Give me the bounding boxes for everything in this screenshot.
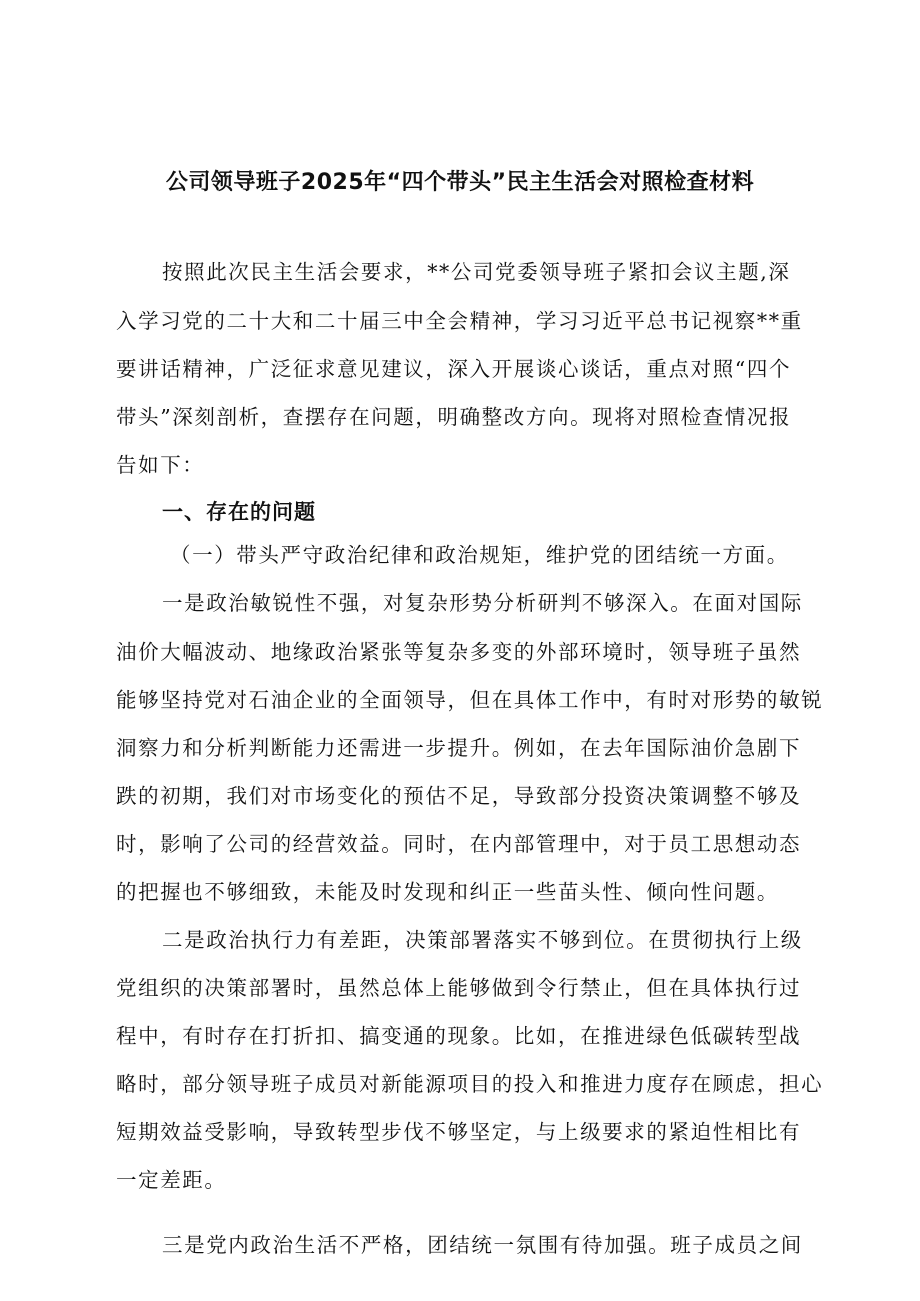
para1-line-7: 的把握也不够细致，未能及时发现和纠正一些苗头性、倾向性问题。 [116,880,779,904]
section-heading: 一、存在的问题 [162,500,316,524]
intro-line-2: 入学习党的二十大和二十届三中全会精神，学习习近平总书记视察**重 [116,309,803,333]
document-title: 公司领导班子2025年“四个带头”民主生活会对照检查材料 [165,170,755,195]
para2-line-6: 一定差距。 [116,1168,227,1192]
intro-line-3: 要讲话精神，广泛征求意见建议，深入开展谈心谈话，重点对照“四个 [116,357,792,381]
intro-line-5: 告如下： [116,453,205,477]
para2-line-5: 短期效益受影响，导致转型步伐不够坚定，与上级要求的紧迫性相比有 [116,1120,802,1144]
para2-line-1: 二是政治执行力有差距，决策部署落实不够到位。在贯彻执行上级 [162,928,803,952]
para1-line-2: 油价大幅波动、地缘政治紧张等复杂多变的外部环境时，领导班子虽然 [116,640,802,664]
para1-line-1: 一是政治敏锐性不强，对复杂形势分析研判不够深入。在面对国际 [162,591,803,615]
intro-line-4: 带头”深刻剖析，查摆存在问题，明确整改方向。现将对照检查情况报 [116,405,792,429]
para1-line-6: 时，影响了公司的经营效益。同时，在内部管理中，对于员工思想动态 [116,832,802,856]
para1-line-5: 跌的初期，我们对市场变化的预估不足，导致部分投资决策调整不够及 [116,784,802,808]
para1-line-3: 能够坚持党对石油企业的全面领导，但在具体工作中，有时对形势的敏锐 [116,688,824,712]
subsection-heading: （一）带头严守政治纪律和政治规矩，维护党的团结统一方面。 [170,543,789,567]
para1-line-4: 洞察力和分析判断能力还需进一步提升。例如，在去年国际油价急剧下 [116,736,802,760]
para2-line-4: 略时，部分领导班子成员对新能源项目的投入和推进力度存在顾虑，担心 [116,1072,824,1096]
intro-line-1: 按照此次民主生活会要求，**公司党委领导班子紧扣会议主题,深 [162,260,791,284]
para3-line-1: 三是党内政治生活不严格，团结统一氛围有待加强。班子成员之间 [162,1233,803,1257]
para2-line-2: 党组织的决策部署时，虽然总体上能够做到令行禁止，但在具体执行过 [116,976,802,1000]
para2-line-3: 程中，有时存在打折扣、搞变通的现象。比如，在推进绿色低碳转型战 [116,1024,802,1048]
